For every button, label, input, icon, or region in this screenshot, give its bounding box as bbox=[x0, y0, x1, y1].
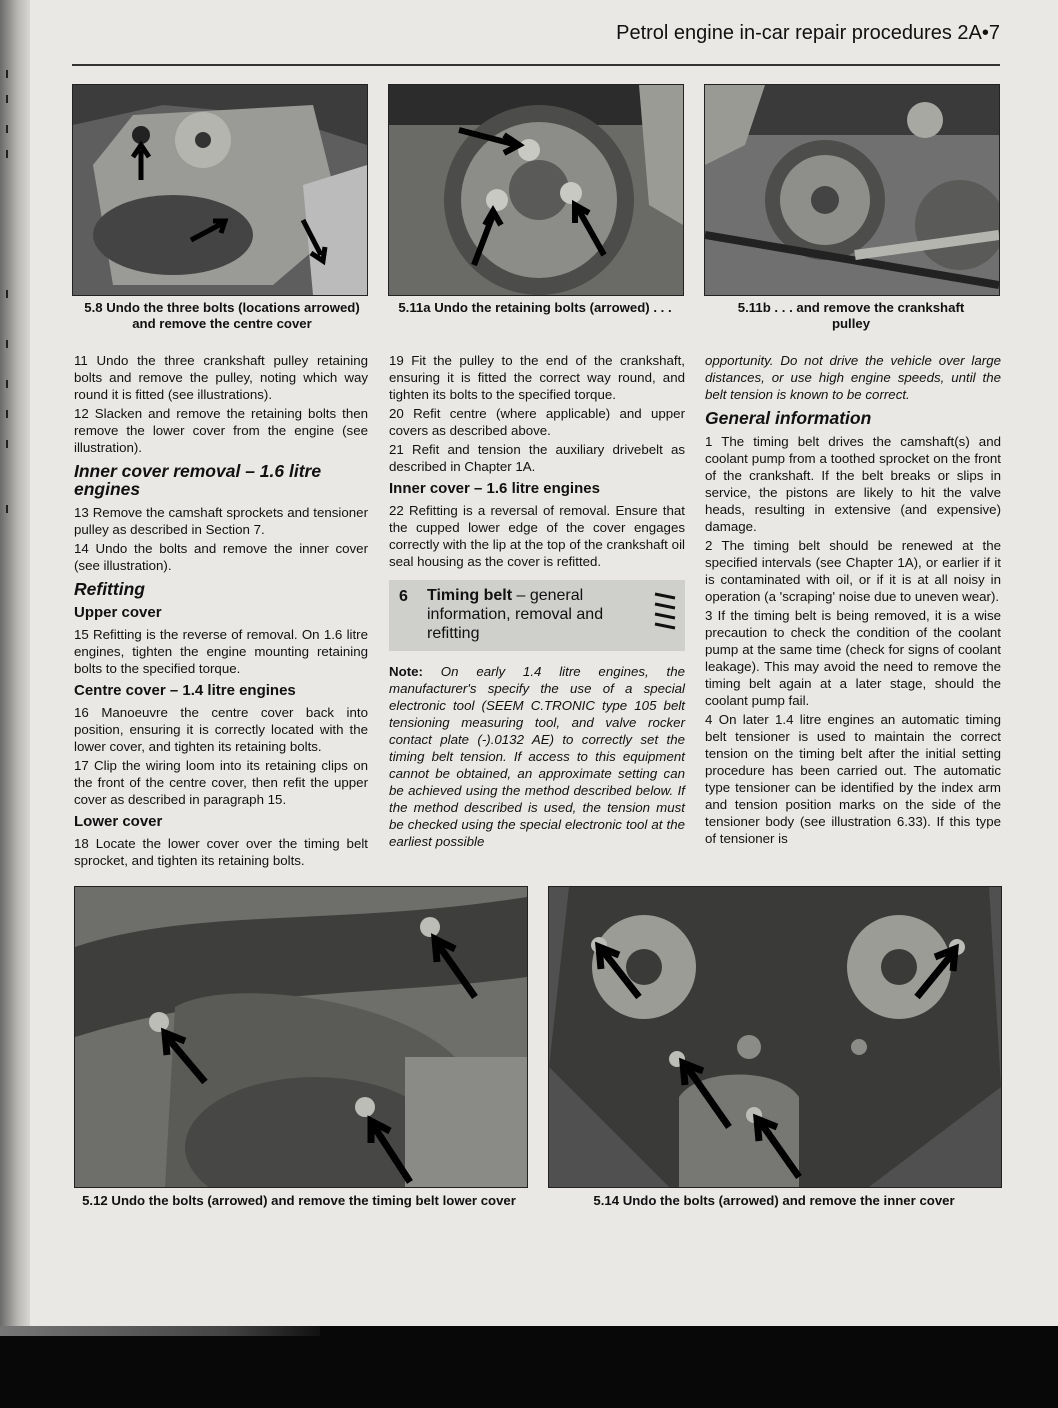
note-text: On early 1.4 litre engines, the manufacturer's specify the use of a special electronic tool (SEEM C.TRONIC type 105 belt tensioning measuring tool, and valve rocker contact plate (-).0132 AE) to correctly set the timing belt tension. If access to this equipment cannot be obtained, an approximate setting can be achieved using the method described below. If the method described is used, the tension must be checked using the special electronic tool at the earliest possible bbox=[389, 664, 685, 849]
paragraph-12: 12 Slacken and remove the retaining bolts then remove the lower cover from the engine (see illustration). bbox=[74, 406, 368, 455]
paragraph-16: 16 Manoeuvre the centre cover back into position, ensuring it is correctly located with the lower cover, and tighten its retaining bolts. bbox=[74, 705, 368, 754]
caption-5-11b: 5.11b . . . and remove the crankshaft pulley bbox=[737, 300, 965, 331]
paragraph-22: 22 Refitting is a reversal of removal. Ensure that the cupped lower edge of the cover engages correctly with the lip at the top of the crankshaft oil seal housing as the cover is refitted. bbox=[389, 503, 685, 569]
paragraph-19: 19 Fit the pulley to the end of the crankshaft, ensuring it is fitted the correct way round, and tighten its bolts to the specified torque. bbox=[389, 353, 685, 402]
heading-refitting: Refitting bbox=[74, 579, 145, 599]
page-header: Petrol engine in-car repair procedures 2A•7 bbox=[616, 22, 1000, 44]
manual-page bbox=[30, 0, 1058, 1326]
caption-5-12: 5.12 Undo the bolts (arrowed) and remove the timing belt lower cover bbox=[82, 1193, 516, 1208]
caption-5-11a: 5.11a Undo the retaining bolts (arrowed) . . . bbox=[398, 300, 672, 315]
heading-lower-cover: Lower cover bbox=[74, 813, 163, 830]
paragraph-continued: opportunity. Do not drive the vehicle over large distances, or use high engine speeds, until the belt tension is known to be correct. bbox=[705, 353, 1001, 402]
paragraph-4: 4 On later 1.4 litre engines an automatic timing belt tensioner is used to maintain the correct tension on the timing belt after the initial setting procedure has been carried out. The automatic type tensioner can be identified by the index arm and tension position marks on the side of the tensioner body (see illustration 6.33). If this type of tensioner is bbox=[705, 712, 1001, 846]
paragraph-21: 21 Refit and tension the auxiliary drivebelt as described in Chapter 1A. bbox=[389, 442, 685, 474]
caption-5-8: 5.8 Undo the three bolts (locations arrowed) and remove the centre cover bbox=[84, 300, 360, 331]
scan-dark-margin bbox=[0, 1326, 1058, 1408]
paragraph-11: 11 Undo the three crankshaft pulley retaining bolts and remove the pulley, noting which way round it is fitted (see illustrations). bbox=[74, 353, 368, 402]
paragraph-14: 14 Undo the bolts and remove the inner cover (see illustration). bbox=[74, 541, 368, 573]
paragraph-18: 18 Locate the lower cover over the timing belt sprocket, and tighten its retaining bolts. bbox=[74, 836, 368, 868]
photo-5-8 bbox=[72, 84, 368, 296]
column-1 bbox=[74, 352, 368, 871]
header-rule bbox=[72, 64, 1000, 66]
heading-inner-cover-removal: Inner cover removal – 1.6 litre engines bbox=[74, 461, 322, 499]
note-paragraph bbox=[389, 663, 685, 850]
heading-centre-cover: Centre cover – 1.4 litre engines bbox=[74, 682, 296, 699]
section-title-bold: Timing belt bbox=[427, 587, 513, 604]
photo-5-11a bbox=[388, 84, 684, 296]
paragraph-13: 13 Remove the camshaft sprockets and tensioner pulley as described in Section 7. bbox=[74, 505, 368, 537]
book-spine bbox=[0, 0, 30, 1326]
caption-5-14: 5.14 Undo the bolts (arrowed) and remove the inner cover bbox=[593, 1193, 955, 1208]
paragraph-3: 3 If the timing belt is being removed, it is a wise precaution to check the condition of the coolant pump at the same time (check for signs of coolant leakage). This may avoid the need to remove the timing belt again at a later stage, should the coolant pump fail. bbox=[705, 608, 1001, 708]
heading-general-information: General information bbox=[705, 408, 872, 428]
paragraph-17: 17 Clip the wiring loom into its retaining clips on the front of the centre cover, then refit the upper cover as described in paragraph 15. bbox=[74, 758, 368, 807]
section-6-heading-box bbox=[389, 580, 685, 651]
photo-5-11b bbox=[704, 84, 1000, 296]
difficulty-spanner-icon bbox=[651, 588, 679, 636]
photo-5-12 bbox=[74, 886, 528, 1188]
paragraph-20: 20 Refit centre (where applicable) and upper covers as described above. bbox=[389, 406, 685, 438]
photo-5-14 bbox=[548, 886, 1002, 1188]
section-title-rest: – general information, removal and refitting bbox=[427, 587, 604, 642]
note-label: Note: bbox=[389, 664, 423, 679]
heading-inner-cover-16: Inner cover – 1.6 litre engines bbox=[389, 480, 600, 497]
column-3 bbox=[705, 352, 1001, 849]
paragraph-1: 1 The timing belt drives the camshaft(s) and coolant pump from a toothed sprocket on the front of the crankshaft. If the belt breaks or slips in service, the pistons are likely to hit the valve heads, resulting in extensive (and expensive) damage. bbox=[705, 434, 1001, 534]
column-2 bbox=[389, 352, 685, 852]
section-title bbox=[427, 586, 637, 643]
heading-upper-cover: Upper cover bbox=[74, 604, 162, 621]
paragraph-2: 2 The timing belt should be renewed at the specified intervals (see Chapter 1A), or earlier if it is contaminated with oil, or if it is at all noisy in operation (a 'scraping' noise due to uneven wear). bbox=[705, 538, 1001, 604]
section-number: 6 bbox=[399, 588, 408, 605]
paragraph-15: 15 Refitting is the reverse of removal. On 1.6 litre engines, tighten the engine mounting retaining bolts to the specified torque. bbox=[74, 627, 368, 676]
